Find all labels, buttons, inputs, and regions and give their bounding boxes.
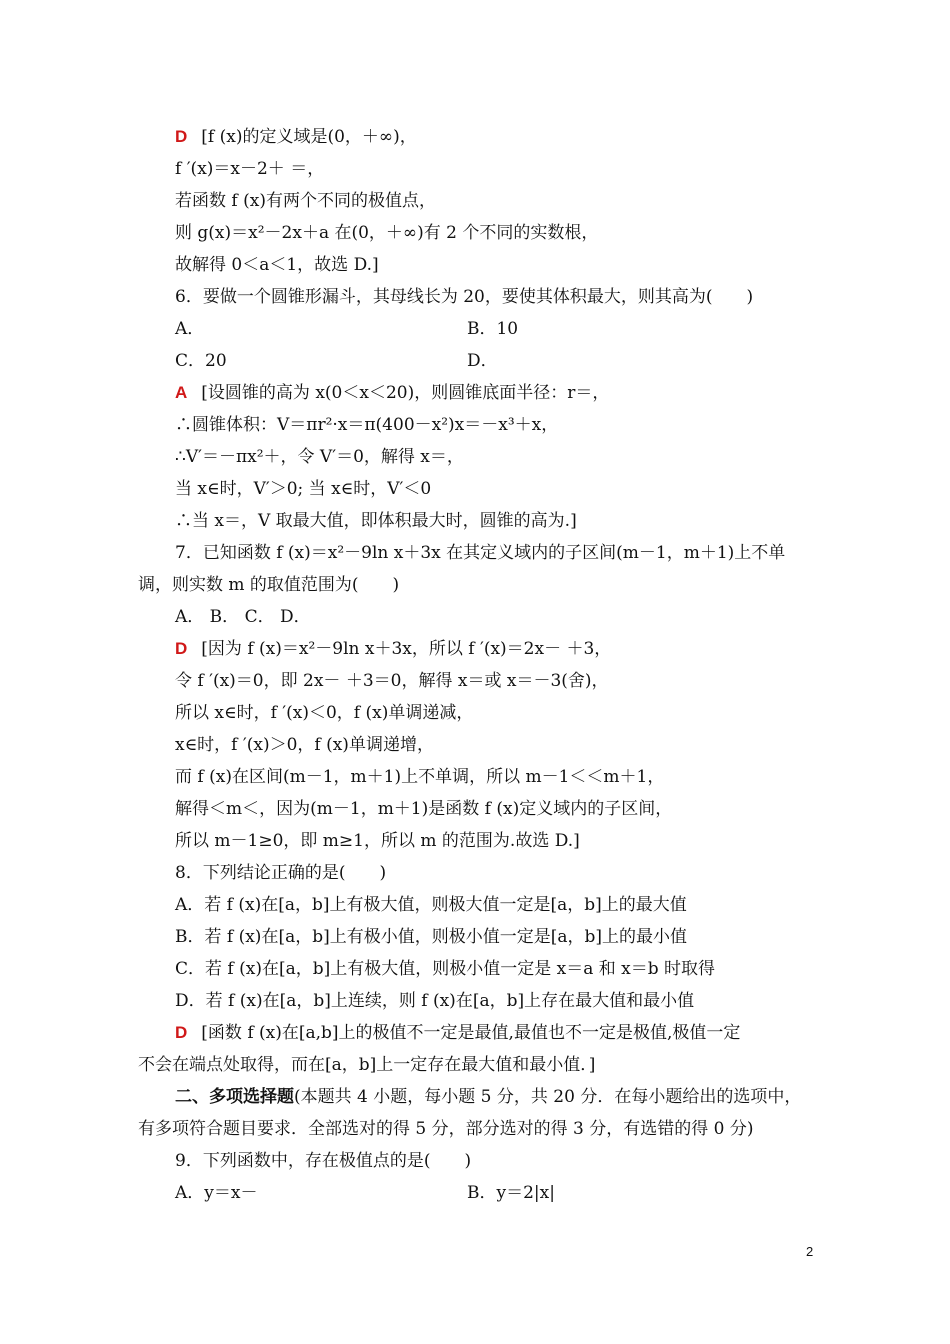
text-line	[138, 1117, 754, 1141]
text-line	[175, 669, 609, 693]
answer-label: D	[175, 127, 188, 146]
line-text: 不会在端点处取得，而在[a，b]上一定存在最大值和最小值．]	[138, 1055, 596, 1075]
line-text: A．	[175, 319, 205, 339]
line-text: 则 g(x)＝x²－2x＋a 在(0，＋∞)有 2 个不同的实数根，	[175, 223, 599, 243]
line-text: f ′(x)＝x－2＋ ＝，	[175, 159, 325, 179]
answer-label: D	[175, 1023, 188, 1042]
text-line	[175, 189, 436, 213]
text-line	[175, 125, 417, 149]
line-text: 故解得 0＜a＜1，故选 D.]	[175, 255, 379, 275]
section-heading: 二、多项选择题	[175, 1087, 294, 1107]
text-line	[175, 157, 324, 181]
text-line	[175, 445, 464, 469]
line-text: 6．要做一个圆锥形漏斗，其母线长为 20，要使其体积最大，则其高为( )	[175, 287, 754, 307]
line-text: A．y＝x－	[175, 1183, 258, 1203]
page-number: 2	[806, 1244, 814, 1259]
line-text: D．若 f (x)在[a，b]上连续，则 f (x)在[a，b]上存在最大值和最小值	[175, 991, 695, 1011]
text-line	[467, 349, 498, 373]
text-line	[175, 509, 577, 533]
text-line	[138, 573, 399, 597]
line-text: 7．已知函数 f (x)＝x²－9ln x＋3x 在其定义域内的子区间(m－1，m＋1)上不单	[175, 543, 786, 563]
text-line	[175, 989, 694, 1013]
line-text: B．若 f (x)在[a，b]上有极小值，则极小值一定是[a，b]上的最小值	[175, 927, 688, 947]
text-line	[175, 605, 311, 629]
text-line	[175, 733, 434, 757]
line-text: A． B． C． D．	[175, 607, 311, 627]
line-text: x∈时，f ′(x)＞0，f (x)单调递增，	[175, 735, 434, 755]
line-text: A．若 f (x)在[a，b]上有极大值，则极大值一定是[a，b]上的最大值	[175, 895, 687, 915]
text-line	[175, 1149, 471, 1173]
text-line	[175, 541, 785, 565]
line-text: 而 f (x)在区间(m－1，m＋1)上不单调，所以 m－1＜＜m＋1，	[175, 767, 665, 787]
text-line	[467, 1181, 555, 1205]
line-text: 若函数 f (x)有两个不同的极值点，	[175, 191, 436, 211]
line-text: B．y＝2|x|	[467, 1183, 555, 1203]
text-line	[467, 317, 518, 341]
line-text: C．若 f (x)在[a，b]上有极大值，则极小值一定是 x＝a 和 x＝b 时取得	[175, 959, 716, 979]
text-line	[175, 285, 753, 309]
line-text: 8．下列结论正确的是( )	[175, 863, 387, 883]
line-text: B．10	[467, 319, 519, 339]
text-line	[175, 317, 204, 341]
answer-label: D	[175, 639, 188, 658]
line-text: C．20	[175, 351, 227, 371]
text-line	[175, 957, 715, 981]
line-text: (本题共 4 小题，每小题 5 分，共 20 分．在每小题给出的选项中，	[294, 1087, 802, 1107]
line-text: 解得＜m＜，因为(m－1，m＋1)是函数 f (x)定义域内的子区间，	[175, 799, 673, 819]
text-line	[175, 701, 473, 725]
text-line	[175, 925, 687, 949]
line-text: 有多项符合题目要求．全部选对的得 5 分，部分选对的得 3 分，有选错的得 0 分)	[138, 1119, 754, 1139]
text-line	[175, 253, 379, 277]
answer-label: A	[175, 383, 188, 402]
text-line	[175, 797, 672, 821]
text-line	[175, 1181, 257, 1205]
line-text: 9．下列函数中，存在极值点的是( )	[175, 1151, 472, 1171]
line-text: [f (x)的定义域是(0，＋∞)，	[201, 127, 417, 147]
line-text: ∴当 x＝，V 取最大值，即体积最大时，圆锥的高为.]	[175, 511, 577, 531]
text-line	[175, 893, 687, 917]
line-text: 令 f ′(x)＝0，即 2x－ ＋3＝0，解得 x＝或 x＝－3(舍)，	[175, 671, 609, 691]
text-line	[175, 1021, 740, 1045]
text-line	[138, 1053, 595, 1077]
text-line	[175, 637, 611, 661]
text-line	[175, 221, 598, 245]
line-text: [因为 f (x)＝x²－9ln x＋3x，所以 f ′(x)＝2x－ ＋3，	[201, 639, 612, 659]
line-text: 当 x∈时，V′＞0; 当 x∈时，V′＜0	[175, 479, 432, 499]
text-line	[175, 829, 580, 853]
text-line	[175, 413, 558, 437]
line-text: 调，则实数 m 的取值范围为( )	[138, 575, 400, 595]
line-text: 所以 x∈时，f ′(x)＜0，f (x)单调递减，	[175, 703, 474, 723]
text-line	[175, 349, 227, 373]
text-line	[175, 1085, 801, 1109]
line-text: D．	[467, 351, 498, 371]
line-text: [函数 f (x)在[a,b]上的极值不一定是最值,最值也不一定是极值,极值一定	[201, 1023, 741, 1043]
text-line	[175, 477, 431, 501]
text-line	[175, 381, 609, 405]
text-line	[175, 861, 386, 885]
line-text: ∴圆锥体积：V＝πr²·x＝π(400－x²)x＝－x³＋x，	[175, 415, 559, 435]
line-text: ∴V′＝－πx²＋，令 V′＝0，解得 x＝，	[175, 447, 464, 467]
line-text: [设圆锥的高为 x(0＜x＜20)，则圆锥底面半径：r＝，	[201, 383, 610, 403]
text-line	[175, 765, 664, 789]
line-text: 所以 m－1≥0，即 m≥1，所以 m 的范围为.故选 D.]	[175, 831, 580, 851]
